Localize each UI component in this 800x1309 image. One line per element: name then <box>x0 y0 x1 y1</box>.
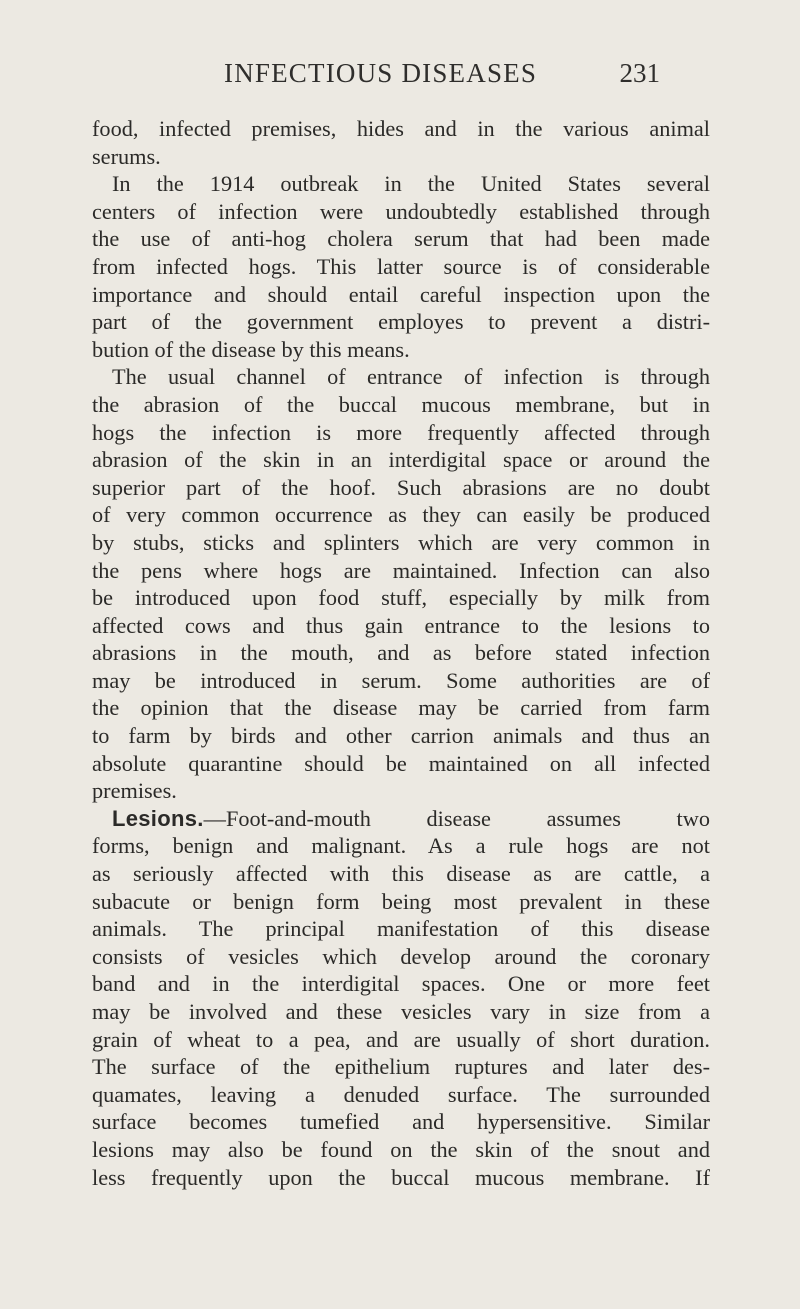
text-line: hogs the infection is more frequently affected through <box>92 419 710 445</box>
page-number: 231 <box>619 58 660 88</box>
body-text <box>92 115 710 1191</box>
section-heading-text: —Foot-and-mouth disease assumes two <box>203 805 710 831</box>
section-heading: Lesions. <box>112 805 204 831</box>
text-line: lesions may also be found on the skin of the snout and <box>92 1136 710 1162</box>
text-line: as seriously affected with this disease as are cattle, a <box>92 861 710 887</box>
text-line: The usual channel of entrance of infection is through <box>112 364 710 390</box>
text-line: may be introduced in serum. Some authorities are of <box>92 667 710 693</box>
text-line: the use of anti-hog cholera serum that had been made <box>92 226 710 252</box>
text-line: may be involved and these vesicles vary in size from a <box>92 999 710 1024</box>
running-head: INFECTIOUS DISEASES <box>224 58 538 88</box>
text-line: serums. <box>92 143 161 169</box>
text-line: from infected hogs. This latter source is of considerable <box>92 253 710 279</box>
text-line: to farm by birds and other carrion animals and thus an <box>92 723 710 749</box>
text-line: absolute quarantine should be maintained on all infected <box>92 750 710 776</box>
text-line: abrasion of the skin in an interdigital space or around the <box>92 447 710 473</box>
text-line: animals. The principal manifestation of this disease <box>92 916 710 942</box>
page-header <box>210 58 660 92</box>
text-line: the opinion that the disease may be carried from farm <box>92 695 710 721</box>
text-line: In the 1914 outbreak in the United States several <box>112 171 710 197</box>
text-line: abrasions in the mouth, and as before stated infection <box>92 640 710 666</box>
text-line: quamates, leaving a denuded surface. The surrounded <box>92 1081 710 1107</box>
text-line: by stubs, sticks and splinters which are very common in <box>92 529 710 555</box>
text-line: premises. <box>92 778 177 804</box>
text-line: the abrasion of the buccal mucous membrane, but in <box>92 391 710 417</box>
text-line: surface becomes tumefied and hypersensitive. Similar <box>92 1109 710 1135</box>
text-line: importance and should entail careful inspection upon the <box>92 281 710 307</box>
text-line: band and in the interdigital spaces. One or more feet <box>92 971 710 997</box>
section-heading-line <box>92 805 710 833</box>
text-line: less frequently upon the buccal mucous membrane. If <box>92 1164 710 1190</box>
text-line: be introduced upon food stuff, especially by milk from <box>92 585 710 611</box>
text-line: superior part of the hoof. Such abrasions are no doubt <box>92 474 710 500</box>
text-line: subacute or benign form being most prevalent in these <box>92 888 710 914</box>
text-line: affected cows and thus gain entrance to the lesions to <box>92 612 710 638</box>
text-line: centers of infection were undoubtedly established through <box>92 198 710 224</box>
text-line: consists of vesicles which develop around the coronary <box>92 943 710 969</box>
text-line: The surface of the epithelium ruptures and later des- <box>92 1054 710 1080</box>
text-line: grain of wheat to a pea, and are usually of short duration. <box>92 1026 710 1052</box>
text-line: food, infected premises, hides and in the various animal <box>92 116 710 141</box>
text-line: bution of the disease by this means. <box>92 336 410 362</box>
text-line: part of the government employes to prevent a distri- <box>92 309 710 335</box>
text-line: of very common occurrence as they can easily be produced <box>92 502 710 528</box>
text-line: the pens where hogs are maintained. Infection can also <box>92 557 710 583</box>
text-line: forms, benign and malignant. As a rule hogs are not <box>92 833 710 859</box>
